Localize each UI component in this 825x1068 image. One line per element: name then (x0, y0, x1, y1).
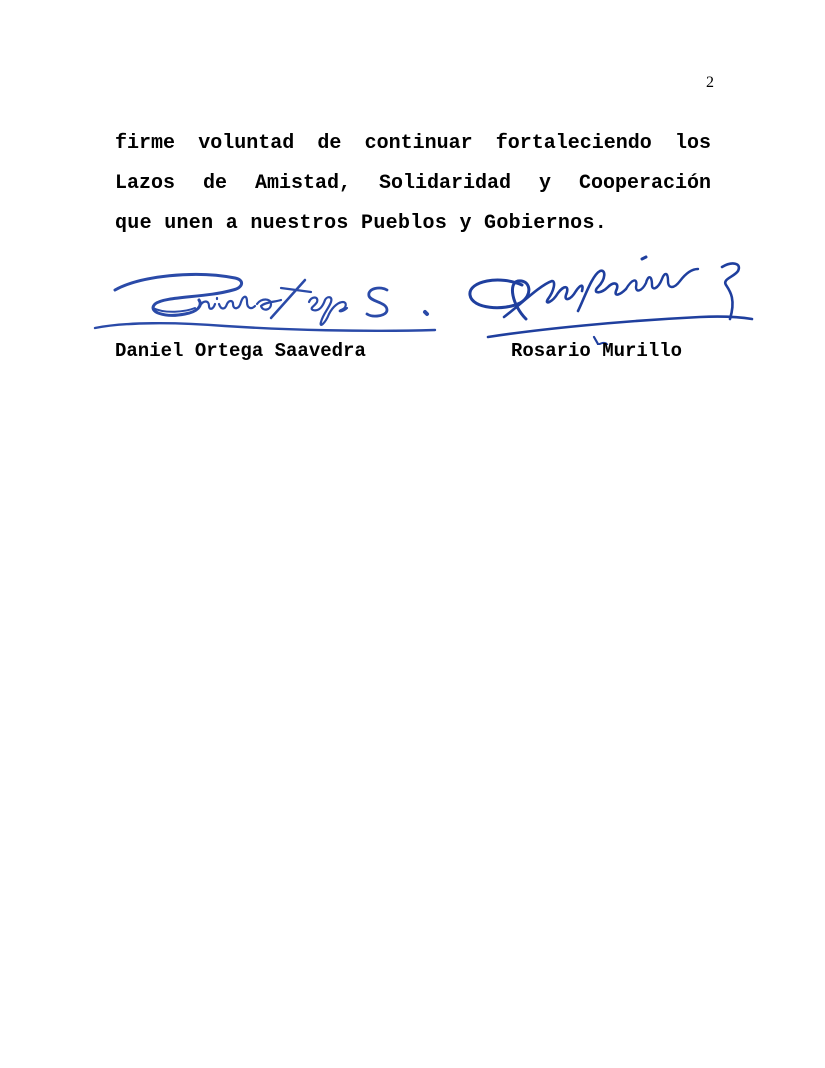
signer-name-murillo: Rosario Murillo (511, 340, 683, 362)
body-text-line: Lazos de Amistad, Solidaridad y Cooperación (115, 172, 711, 195)
body-text-line: que unen a nuestros Pueblos y Gobiernos. (115, 212, 608, 235)
page-number: 2 (706, 74, 714, 91)
signature-murillo (460, 245, 760, 345)
body-text-line: firme voluntad de continuar fortaleciendo los (115, 132, 711, 155)
signature-ortega (85, 268, 445, 340)
signer-name-ortega: Daniel Ortega Saavedra (115, 340, 366, 362)
